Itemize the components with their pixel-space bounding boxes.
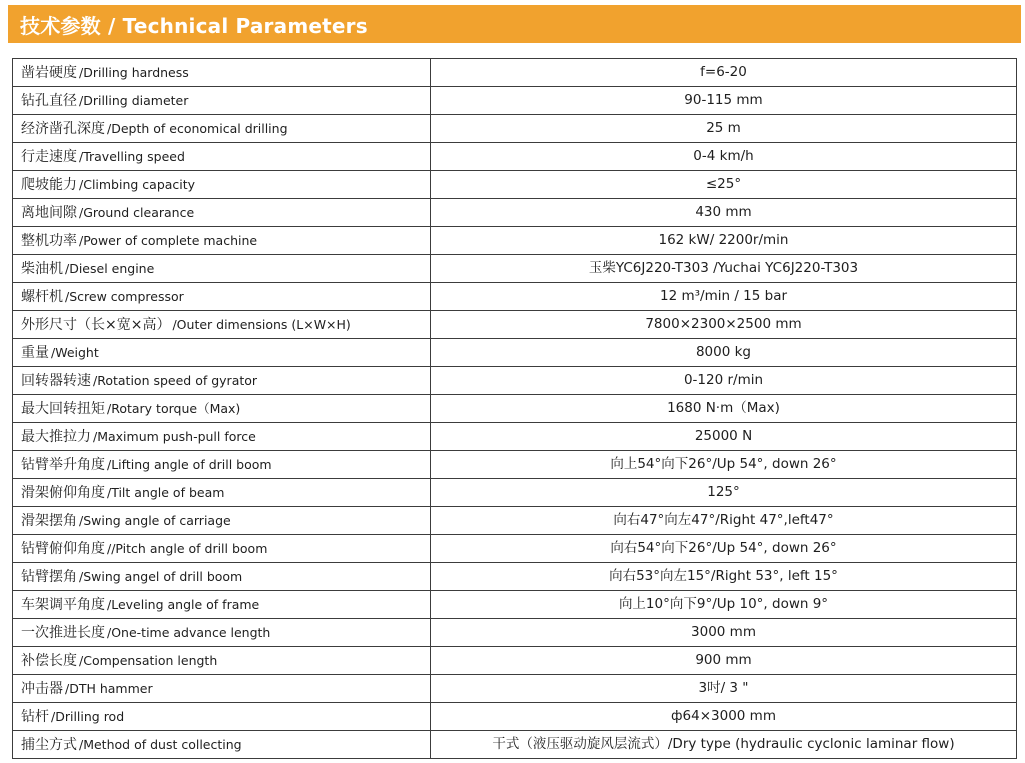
- parameter-value-cell: 干式（液压驱动旋风层流式）/Dry type (hydraulic cyclonic laminar flow): [431, 731, 1017, 759]
- parameter-name-chinese: 回转器转速: [21, 372, 91, 389]
- parameter-value-cell: 8000 kg: [431, 339, 1017, 367]
- parameter-name-chinese: 车架调平角度: [21, 596, 105, 613]
- parameter-value-cell: 向右53°向左15°/Right 53°, left 15°: [431, 563, 1017, 591]
- parameter-name-chinese: 钻臂举升角度: [21, 456, 105, 473]
- parameter-name-english: /Rotary torque（Max): [107, 400, 241, 416]
- parameter-name-english: /One-time advance length: [107, 624, 271, 640]
- parameter-name-chinese: 离地间隙: [21, 204, 77, 221]
- parameter-value-cell: 90-115 mm: [431, 87, 1017, 115]
- parameter-name-english: /Outer dimensions (L×W×H): [172, 316, 351, 332]
- parameter-name-chinese: 一次推进长度: [21, 624, 105, 641]
- parameter-value-cell: 162 kW/ 2200r/min: [431, 227, 1017, 255]
- parameter-name-chinese: 滑架俯仰角度: [21, 484, 105, 501]
- parameter-name-english: /Rotation speed of gyrator: [93, 372, 258, 388]
- parameter-name-chinese: 最大回转扭矩: [21, 400, 105, 417]
- parameter-name-cell: [13, 115, 431, 143]
- parameter-name-chinese: 柴油机: [21, 260, 63, 277]
- parameter-name-cell: [13, 171, 431, 199]
- parameter-name-cell: [13, 563, 431, 591]
- parameter-name-english: /Drilling hardness: [79, 64, 189, 80]
- parameter-value-cell: 0-120 r/min: [431, 367, 1017, 395]
- parameter-name-chinese: 捕尘方式: [21, 736, 77, 753]
- parameter-value-cell: 25000 N: [431, 423, 1017, 451]
- parameter-value-cell: 向右54°向下26°/Up 54°, down 26°: [431, 535, 1017, 563]
- parameter-name-cell: [13, 227, 431, 255]
- parameter-value-cell: 3000 mm: [431, 619, 1017, 647]
- parameter-name-cell: [13, 731, 431, 759]
- parameter-name-cell: [13, 451, 431, 479]
- parameter-name-chinese: 钻孔直径: [21, 92, 77, 109]
- parameter-name-english: /Swing angle of carriage: [79, 512, 231, 528]
- table-row: [13, 339, 1017, 367]
- table-row: [13, 311, 1017, 339]
- parameter-name-chinese: 钻臂俯仰角度: [21, 540, 105, 557]
- table-body: [13, 59, 1017, 759]
- technical-parameters-table: [12, 58, 1017, 759]
- parameter-value-cell: 0-4 km/h: [431, 143, 1017, 171]
- parameter-value-cell: ≤25°: [431, 171, 1017, 199]
- parameter-name-english: /Method of dust collecting: [79, 736, 242, 752]
- parameter-value-cell: 12 m³/min / 15 bar: [431, 283, 1017, 311]
- table-row: [13, 367, 1017, 395]
- parameter-name-cell: [13, 395, 431, 423]
- parameter-name-cell: [13, 423, 431, 451]
- table-row: [13, 731, 1017, 759]
- parameter-name-english: /Tilt angle of beam: [107, 484, 225, 500]
- table-row: [13, 395, 1017, 423]
- table-row: [13, 647, 1017, 675]
- parameter-name-cell: [13, 367, 431, 395]
- parameter-name-english: /Depth of economical drilling: [107, 120, 288, 136]
- parameter-name-english: /DTH hammer: [65, 680, 153, 696]
- parameter-value-cell: 向上54°向下26°/Up 54°, down 26°: [431, 451, 1017, 479]
- parameter-name-cell: [13, 479, 431, 507]
- table-row: [13, 143, 1017, 171]
- parameter-name-english: /Weight: [51, 344, 99, 360]
- parameter-name-cell: [13, 339, 431, 367]
- parameter-name-english: /Lifting angle of drill boom: [107, 456, 272, 472]
- parameter-name-english: /Drilling diameter: [79, 92, 189, 108]
- parameter-name-cell: [13, 507, 431, 535]
- parameter-name-chinese: 行走速度: [21, 148, 77, 165]
- parameter-name-chinese: 最大推拉力: [21, 428, 91, 445]
- parameter-value-cell: 向上10°向下9°/Up 10°, down 9°: [431, 591, 1017, 619]
- parameter-name-cell: [13, 703, 431, 731]
- parameter-name-chinese: 冲击器: [21, 680, 63, 697]
- parameter-name-chinese: 滑架摆角: [21, 512, 77, 529]
- parameter-name-chinese: 钻杆: [21, 708, 49, 725]
- table-row: [13, 423, 1017, 451]
- parameter-name-cell: [13, 87, 431, 115]
- parameter-name-chinese: 凿岩硬度: [21, 64, 77, 81]
- parameter-value-cell: f=6-20: [431, 59, 1017, 87]
- table-row: [13, 451, 1017, 479]
- parameter-name-chinese: 经济凿孔深度: [21, 120, 105, 137]
- parameter-name-cell: [13, 255, 431, 283]
- parameter-value-cell: 430 mm: [431, 199, 1017, 227]
- parameter-name-english: /Compensation length: [79, 652, 218, 668]
- parameter-name-english: /Leveling angle of frame: [107, 596, 260, 612]
- parameter-name-chinese: 重量: [21, 344, 49, 361]
- parameter-name-cell: [13, 199, 431, 227]
- parameter-value-cell: ф64×3000 mm: [431, 703, 1017, 731]
- parameter-name-cell: [13, 283, 431, 311]
- parameter-name-english: /Screw compressor: [65, 288, 184, 304]
- parameter-value-cell: 向右47°向左47°/Right 47°,left47°: [431, 507, 1017, 535]
- parameter-name-cell: [13, 619, 431, 647]
- parameter-name-english: /Drilling rod: [51, 708, 125, 724]
- parameter-name-chinese: 爬坡能力: [21, 176, 77, 193]
- table-row: [13, 283, 1017, 311]
- table-row: [13, 59, 1017, 87]
- parameter-name-cell: [13, 675, 431, 703]
- parameter-name-cell: [13, 311, 431, 339]
- table-row: [13, 507, 1017, 535]
- section-header: [8, 5, 1021, 43]
- parameter-name-chinese: 外形尺寸（长×宽×高）: [21, 316, 171, 333]
- table-row: [13, 87, 1017, 115]
- parameter-value-cell: 玉柴YC6J220-T303 /Yuchai YC6J220-T303: [431, 255, 1017, 283]
- parameter-value-cell: 900 mm: [431, 647, 1017, 675]
- table-row: [13, 591, 1017, 619]
- parameter-name-english: /Diesel engine: [65, 260, 155, 276]
- parameter-name-english: /Swing angel of drill boom: [79, 568, 243, 584]
- parameter-name-chinese: 补偿长度: [21, 652, 77, 669]
- parameter-value-cell: 125°: [431, 479, 1017, 507]
- parameter-name-cell: [13, 143, 431, 171]
- parameter-name-cell: [13, 535, 431, 563]
- parameter-name-english: /Climbing capacity: [79, 176, 196, 192]
- parameter-name-english: //Pitch angle of drill boom: [107, 540, 268, 556]
- table-row: [13, 535, 1017, 563]
- table-row: [13, 703, 1017, 731]
- parameter-name-chinese: 螺杆机: [21, 288, 63, 305]
- parameter-value-cell: 25 m: [431, 115, 1017, 143]
- table-row: [13, 675, 1017, 703]
- parameter-name-english: /Travelling speed: [79, 148, 185, 164]
- table-row: [13, 619, 1017, 647]
- table-row: [13, 563, 1017, 591]
- table-row: [13, 199, 1017, 227]
- parameter-value-cell: 7800×2300×2500 mm: [431, 311, 1017, 339]
- table-row: [13, 115, 1017, 143]
- parameter-name-english: /Power of complete machine: [79, 232, 258, 248]
- parameter-value-cell: 1680 N·m（Max): [431, 395, 1017, 423]
- parameter-name-english: /Ground clearance: [79, 204, 195, 220]
- parameter-name-cell: [13, 591, 431, 619]
- parameter-name-cell: [13, 647, 431, 675]
- section-title: 技术参数 / Technical Parameters: [20, 13, 368, 38]
- table-row: [13, 255, 1017, 283]
- parameter-name-chinese: 整机功率: [21, 232, 77, 249]
- table-row: [13, 227, 1017, 255]
- parameter-name-chinese: 钻臂摆角: [21, 568, 77, 585]
- parameter-name-english: /Maximum push-pull force: [93, 428, 256, 444]
- table-row: [13, 479, 1017, 507]
- parameter-name-cell: [13, 59, 431, 87]
- table-row: [13, 171, 1017, 199]
- parameter-value-cell: 3吋/ 3 ": [431, 675, 1017, 703]
